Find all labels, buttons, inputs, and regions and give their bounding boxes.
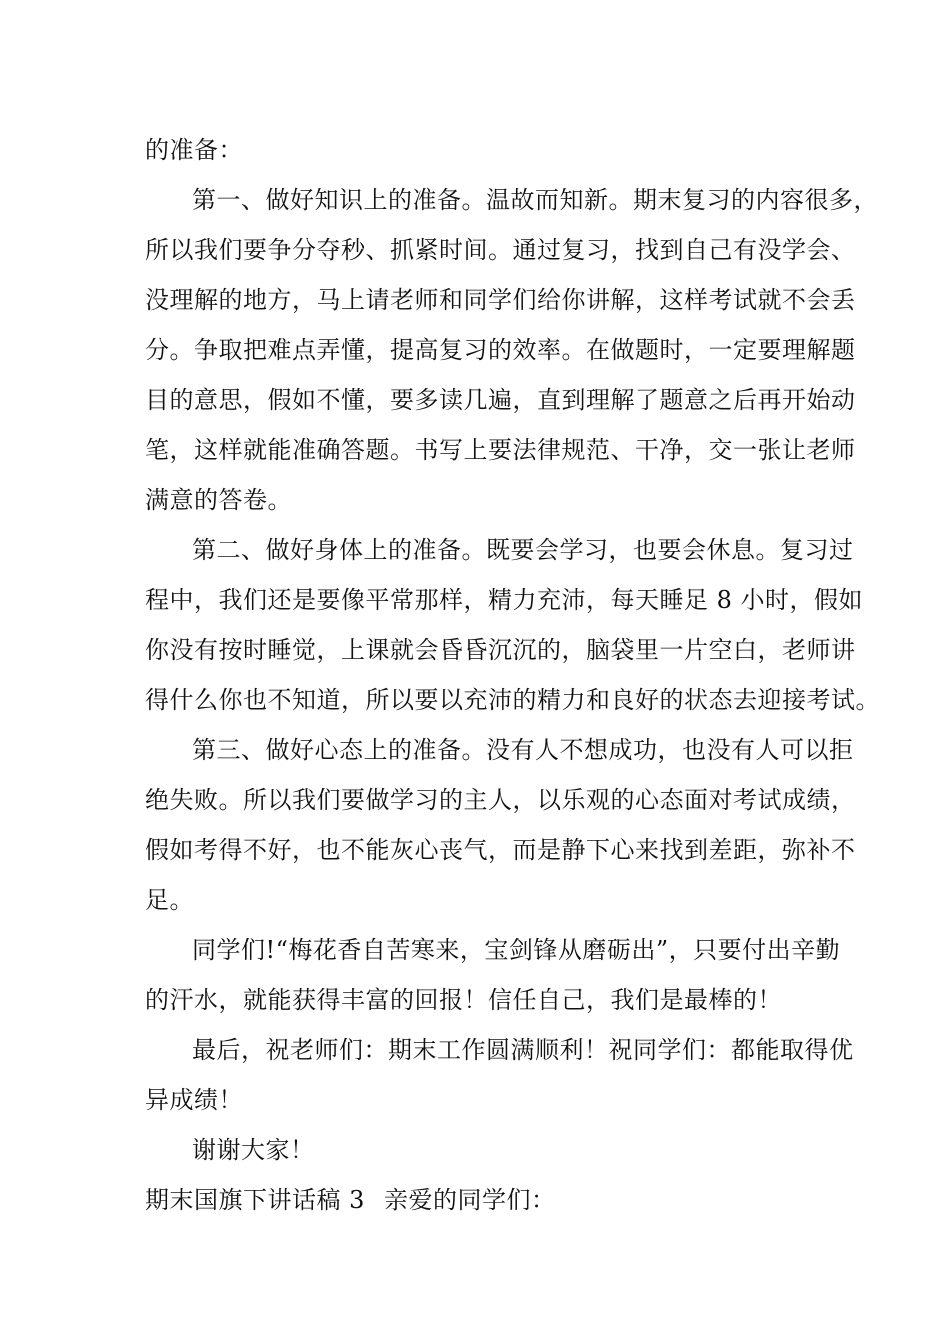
- paragraph-start: 第二、做好身体上的准备。既要会学习，也要会休息。复习过: [192, 536, 854, 564]
- text-line: 你没有按时睡觉，上课就会昏昏沉沉的，脑袋里一片空白，老师讲: [145, 636, 856, 664]
- section-heading-greeting: 亲爱的同学们：: [384, 1186, 556, 1214]
- text-line: 满意的答卷。: [145, 486, 292, 514]
- closing-line: 谢谢大家！: [192, 1136, 315, 1164]
- text-line: 异成绩！: [145, 1086, 243, 1114]
- text-line: 笔，这样就能准确答题。书写上要法律规范、干净，交一张让老师: [145, 436, 856, 464]
- text-line: 得什么你也不知道，所以要以充沛的精力和良好的状态去迎接考试。: [145, 686, 880, 714]
- text-line: 的准备：: [145, 136, 243, 164]
- text-line: 没理解的地方，马上请老师和同学们给你讲解，这样考试就不会丢: [145, 286, 856, 314]
- text-line: 分。争取把难点弄懂，提高复习的效率。在做题时，一定要理解题: [145, 336, 856, 364]
- paragraph-start: 最后，祝老师们：期末工作圆满顺利！祝同学们：都能取得优: [192, 1036, 854, 1064]
- text-line: 目的意思，假如不懂，要多读几遍，直到理解了题意之后再开始动: [145, 386, 856, 414]
- paragraph-start: 第一、做好知识上的准备。温故而知新。期末复习的内容很多，: [192, 186, 878, 214]
- paragraph-start: 第三、做好心态上的准备。没有人不想成功，也没有人可以拒: [192, 736, 854, 764]
- section-heading-title: 期末国旗下讲话稿 3: [145, 1186, 365, 1214]
- text-line: 所以我们要争分夺秒、抓紧时间。通过复习，找到自己有没学会、: [145, 236, 856, 264]
- paragraph-start: 同学们!“梅花香自苦寒来，宝剑锋从磨砺出”，只要付出辛勤: [192, 936, 841, 964]
- text-line: 程中，我们还是要像平常那样，精力充沛，每天睡足 8 小时，假如: [145, 586, 864, 614]
- text-line: 足。: [145, 886, 194, 914]
- text-line: 绝失败。所以我们要做学习的主人，以乐观的心态面对考试成绩，: [145, 786, 856, 814]
- text-line: 的汗水，就能获得丰富的回报！信任自己，我们是最棒的！: [145, 986, 782, 1014]
- text-line: 假如考得不好，也不能灰心丧气，而是静下心来找到差距，弥补不: [145, 836, 856, 864]
